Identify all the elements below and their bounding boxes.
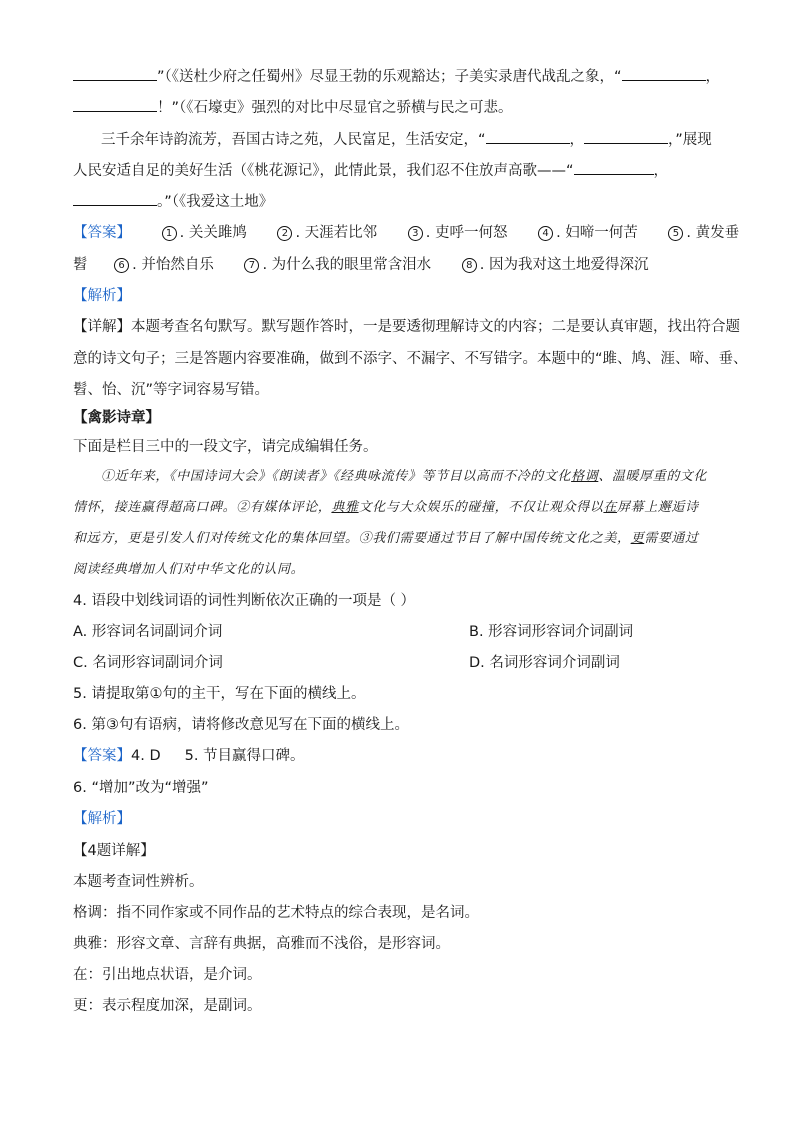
answer-item: 7 . 为什么我的眼里常含泪水 — [244, 254, 431, 276]
option-a: A. 形容词名词副词介词 — [73, 624, 223, 640]
intro-text: 下面是栏目三中的一段文字，请完成编辑任务。 — [73, 439, 378, 455]
detail-line: 典雅：形容文章、言辞有典据，高雅而不浅俗，是形容词。 — [73, 936, 450, 952]
text-line: ！”（《石壕吏》强烈的对比中尽显官之骄横与民之可悲。 — [73, 97, 733, 119]
underlined-word: 更 — [630, 531, 645, 546]
detail-line: 【详解】本题考查名句默写。默写题作答时，一是要透彻理解诗文的内容；二是要认真审题，找出符合题 — [73, 319, 740, 335]
answer-blank — [73, 66, 157, 81]
detail-heading: 【4题详解】 — [73, 843, 155, 859]
options-row — [73, 621, 733, 643]
detail-line: 意的诗文句子；三是答题内容要准确，做到不添字、不漏字、不写错字。本题中的“雎、鸠、涯、啼、垂、 — [73, 351, 748, 367]
options-row — [73, 652, 733, 674]
answer-item: 6 . 并怡然自乐 — [114, 254, 214, 276]
passage-line: ①近年来，《中国诗词大会》《朗读者》《经典咏流传》等节目以高而不冷的文化格调、温暖厚重的文化 — [101, 469, 708, 484]
text-line: ”（《送杜少府之任蜀州》尽显王勃的乐观豁达；子美实录唐代战乱之象，“ ， — [73, 66, 733, 88]
option-c: C. 名词形容词副词介词 — [73, 655, 223, 671]
answer-blank — [73, 191, 157, 206]
detail-line: 在：引出地点状语，是介词。 — [73, 967, 262, 983]
answer-item: 5 . 黄发垂 — [668, 222, 739, 244]
answer-item: 3 . 吏呼一何怒 — [408, 222, 508, 244]
question-4: 4. 语段中划线词语的词性判断依次正确的一项是（ ） — [73, 593, 416, 609]
question-6: 6. 第③句有语病，请将修改意见写在下面的横线上。 — [73, 717, 409, 733]
answer-blank — [574, 160, 654, 175]
answer-blank — [486, 129, 570, 144]
passage-line: 和远方，更是引发人们对传统文化的集体回望。③我们需要通过节目了解中国传统文化之美，更需要通过 — [73, 531, 699, 546]
underlined-word: 格调 — [571, 469, 599, 484]
detail-line: 髫、怡、沉”等字词容易写错。 — [73, 382, 270, 398]
detail-line: 本题考查词性辨析。 — [73, 874, 204, 890]
underlined-word: 在 — [603, 500, 618, 515]
section-title: 【禽影诗章】 — [73, 410, 160, 426]
text-line: 人民安适自足的美好生活（《桃花源记》，此情此景，我们忍不住放声高歌——“ ， — [73, 160, 733, 182]
passage-line: 阅读经典增加人们对中华文化的认同。 — [73, 562, 305, 577]
answer-line — [73, 222, 740, 244]
question-5: 5. 请提取第①句的主干，写在下面的横线上。 — [73, 686, 366, 702]
answer-blank — [73, 97, 157, 112]
answer-label: 【答案】 — [73, 225, 131, 241]
answer-item: 2 . 天涯若比邻 — [277, 222, 377, 244]
answer-line: 【答案】4. D 5. 节目赢得口碑。 — [73, 748, 305, 764]
answer-label: 【答案】 — [73, 748, 131, 764]
underlined-word: 典雅 — [331, 500, 359, 515]
analysis-label: 【解析】 — [73, 288, 131, 304]
text-line: 。”（《我爱这土地》 — [73, 191, 733, 213]
text-line: 三千余年诗韵流芳，吾国古诗之苑，人民富足，生活安定，“ ， ，”展现 — [73, 129, 733, 151]
answer-line: 6. “增加”改为“增强” — [73, 780, 209, 796]
answer-blank — [584, 129, 668, 144]
answer-blank — [622, 66, 706, 81]
answer-line: 髫 6 . 并怡然自乐 7 . 为什么我的眼里常含泪水 8 . 因为我对这土地爱得深沉 — [73, 254, 733, 276]
answer-item: 1 . 关关雎鸠 — [162, 222, 247, 244]
passage-line: 情怀，接连赢得超高口碑。②有媒体评论，典雅文化与大众娱乐的碰撞，不仅让观众得以在屏幕上邂逅诗 — [73, 500, 699, 515]
answer-item: 8 . 因为我对这土地爱得深沉 — [462, 254, 649, 276]
analysis-label: 【解析】 — [73, 811, 131, 827]
option-d: D. 名词形容词介词副词 — [469, 655, 620, 671]
detail-line: 格调：指不同作家或不同作品的艺术特点的综合表现，是名词。 — [73, 905, 479, 921]
option-b: B. 形容词形容词介词副词 — [469, 624, 634, 640]
detail-line: 更：表示程度加深，是副词。 — [73, 998, 262, 1014]
answer-item: 4 . 妇啼一何苦 — [538, 222, 638, 244]
